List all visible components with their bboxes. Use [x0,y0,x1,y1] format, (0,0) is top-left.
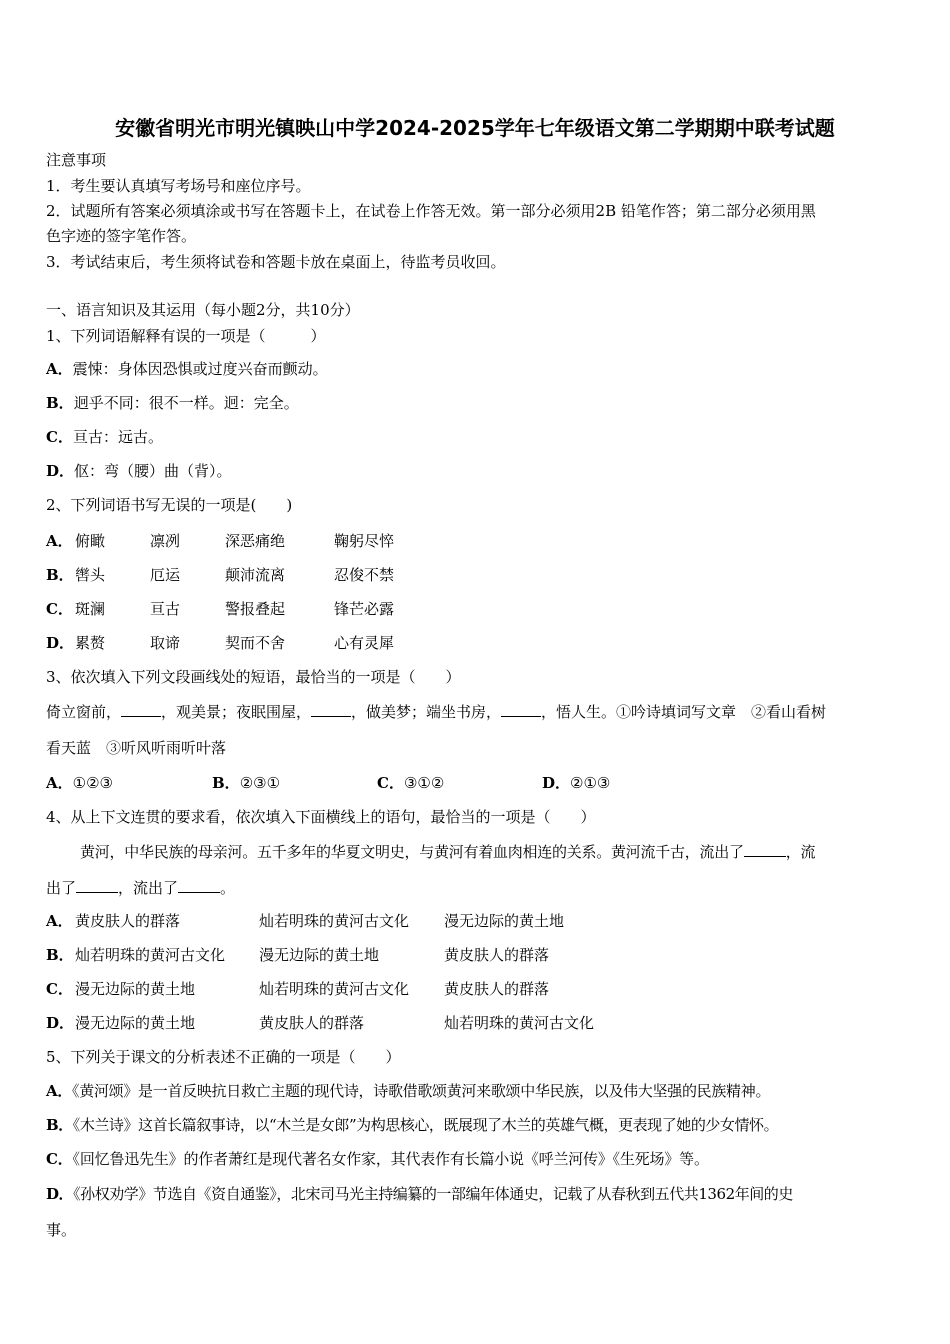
option-letter: A． [46,532,73,550]
passage-text: ，悟人生。①吟诗填词写文章 ②看山看树 [541,703,827,721]
option-word: 辔头 [75,566,106,584]
answer-blank [501,702,541,717]
option-phrase: 漫无边际的黄土地 [75,1014,196,1032]
passage-text: 。 [220,879,236,897]
option-letter: D． [46,462,75,480]
option-letter: A． [46,360,73,378]
passage-text: 倚立窗前， [46,703,122,721]
question-stem: 4、从上下文连贯的要求看，依次填入下面横线上的语句，最恰当的一项是（ ） [46,808,596,826]
option-phrase: 灿若明珠的黄河古文化 [75,946,226,964]
option-text: 《黄河颂》是一首反映抗日救亡主题的现代诗，诗歌借歌颂黄河来歌颂中华民族，以及伟大坚强的民族精神。 [72,1082,771,1100]
option-row [46,773,113,793]
option-letter: D． [46,1185,74,1203]
option-letter: D． [46,1014,75,1032]
question-stem: 2、下列词语书写无误的一项是( ) [46,496,293,514]
option-letter: D． [46,634,75,652]
answer-blank [311,702,351,717]
passage-line: 看天蓝 ③听风听雨听叶落 [46,739,227,757]
option-word: 警报叠起 [225,600,286,618]
option-row [46,427,163,447]
option-letter: A． [46,912,73,930]
option-letter: C． [46,600,73,618]
option-phrase: 黄皮肤人的群落 [75,912,181,930]
passage-text: ，流出了 [118,879,179,897]
option-row [46,1081,770,1101]
option-word: 亘古 [150,600,181,618]
option-letter: C． [46,1150,73,1168]
answer-blank [744,842,786,857]
option-word: 累赘 [75,634,106,652]
notice-heading: 注意事项 [46,151,107,169]
option-phrase: 灿若明珠的黄河古文化 [259,912,410,930]
option-text: 迥乎不同：很不一样。迥：完全。 [73,394,299,412]
question-stem: 5、下列关于课文的分析表述不正确的一项是（ ） [46,1048,401,1066]
option-word: 锋芒必露 [334,600,395,618]
notice-item: 3．考试结束后，考生须将试卷和答题卡放在桌面上，待监考员收回。 [46,253,506,271]
question-stem: 1、下列词语解释有误的一项是（ ） [46,327,326,345]
option-text: 伛：弯（腰）曲（背）。 [74,462,232,480]
answer-blank [76,878,118,893]
option-word: 斑澜 [75,600,106,618]
option-row [377,773,444,793]
option-letter: A． [46,1082,73,1100]
option-phrase: 漫无边际的黄土地 [444,912,565,930]
option-letter: B． [46,946,74,964]
option-text: 《孙权劝学》节选自《资自通鉴》，北宋司马光主持编纂的一部编年体通史，记载了从春秋到五代共1362年间的史 [73,1185,793,1203]
option-row [46,359,328,379]
option-word: 鞠躬尽悴 [334,532,395,550]
option-text: 《回忆鲁迅先生》的作者萧红是现代著名女作家，其代表作有长篇小说《呼兰河传》《生死场》等。 [72,1150,709,1168]
option-word: 契而不舍 [225,634,286,652]
option-letter: C． [46,428,73,446]
option-row [46,393,299,413]
passage-text: ，流 [785,843,816,861]
option-text: 亘古：远古。 [72,428,163,446]
passage-text: ，观美景；夜眠围屋， [161,703,312,721]
passage-text: ，做美梦；端坐书房， [351,703,502,721]
option-phrase: 黄皮肤人的群落 [444,946,550,964]
option-text: 震悚：身体因恐惧或过度兴奋而颤动。 [72,360,328,378]
page-title: 安徽省明光市明光镇映山中学2024-2025学年七年级语文第二学期期中联考试题 [115,116,835,140]
notice-item: 1．考生要认真填写考场号和座位序号。 [46,177,311,195]
passage-line [80,842,815,862]
section-heading: 一、语言知识及其运用（每小题2分，共10分） [46,301,360,319]
option-phrase: 漫无边际的黄土地 [259,946,380,964]
option-letter: B． [46,1116,73,1134]
option-letter: D． [542,774,571,792]
option-row [46,1184,793,1204]
option-text: 《木兰诗》这首长篇叙事诗，以“木兰是女郎”为构思核心，既展现了木兰的英雄气概，更表现了她的少女情怀。 [72,1116,779,1134]
passage-text: 出了 [46,879,77,897]
option-row [212,773,280,793]
option-letter: C． [46,980,73,998]
option-phrase: 黄皮肤人的群落 [444,980,550,998]
option-letter: A． [46,774,73,792]
passage-line [46,702,826,722]
option-phrase: 黄皮肤人的群落 [259,1014,365,1032]
option-text: ①②③ [72,774,113,792]
option-text: ②③① [239,774,281,792]
option-row [542,773,610,793]
option-letter: B． [212,774,240,792]
option-word: 深恶痛绝 [225,532,286,550]
option-row [46,1115,778,1135]
answer-blank [121,702,161,717]
option-word: 俯瞰 [75,532,106,550]
passage-line [46,878,235,898]
option-text: ③①② [403,774,445,792]
notice-item: 色字迹的签字笔作答。 [46,227,197,245]
option-row [46,1149,709,1169]
option-word: 颠沛流离 [225,566,286,584]
option-continuation: 事。 [46,1221,77,1239]
option-word: 取谛 [150,634,181,652]
answer-blank [178,878,220,893]
option-letter: B． [46,394,74,412]
question-stem: 3、依次填入下列文段画线处的短语，最恰当的一项是（ ） [46,668,461,686]
option-row [46,461,232,481]
option-letter: C． [377,774,404,792]
notice-item: 2．试题所有答案必须填涂或书写在答题卡上，在试卷上作答无效。第一部分必须用2B 铅笔作答；第二部分必须用黑 [46,202,816,220]
option-letter: B． [46,566,74,584]
option-word: 心有灵犀 [334,634,395,652]
option-phrase: 漫无边际的黄土地 [75,980,196,998]
passage-text: 黄河，中华民族的母亲河。五千多年的华夏文明史，与黄河有着血肉相连的关系。黄河流千古，流出了 [80,843,744,861]
option-text: ②①③ [570,774,611,792]
option-word: 厄运 [150,566,181,584]
option-phrase: 灿若明珠的黄河古文化 [444,1014,595,1032]
option-word: 忍俊不禁 [334,566,395,584]
option-word: 凛冽 [150,532,181,550]
option-phrase: 灿若明珠的黄河古文化 [259,980,410,998]
